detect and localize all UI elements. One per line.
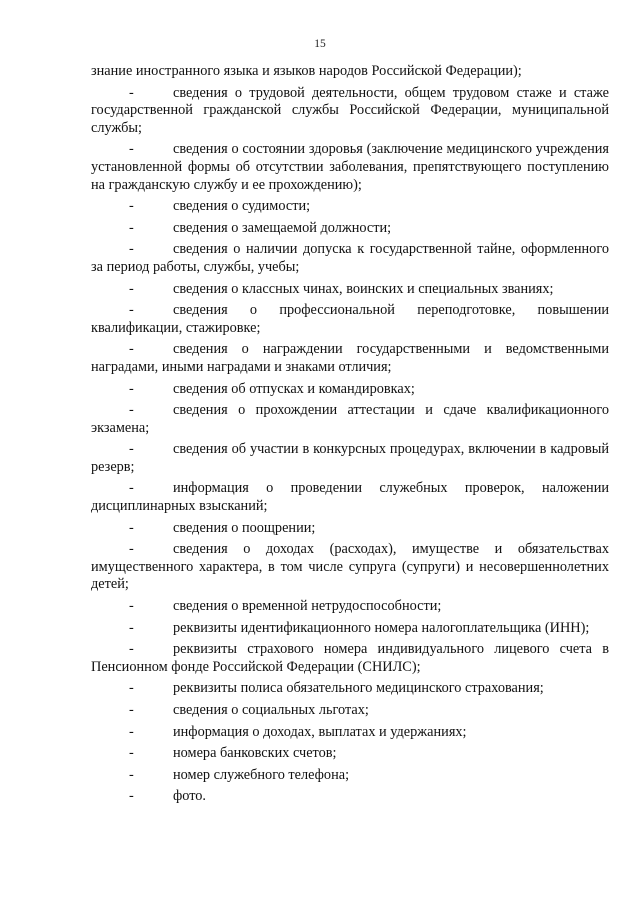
list-item-text: сведения о трудовой деятельности, общем трудовом стаже и стаже государственной гражданской службы Российской Федерации, муниципальной службы; — [91, 84, 609, 136]
list-item-text: сведения о доходах (расходах), имуществе и обязательствах имущественного характера, в том числе супруга (супруги) и несовершеннолетних детей; — [91, 541, 609, 593]
bullet-dash: - — [129, 380, 134, 397]
list-item-text: сведения о прохождении аттестации и сдаче квалификационного экзамена; — [91, 402, 609, 436]
list-item-text: сведения о поощрении; — [173, 519, 316, 536]
list-item — [91, 767, 609, 785]
bullet-dash: - — [129, 519, 134, 536]
list-item-text: номера банковских счетов; — [173, 745, 337, 762]
document-body — [91, 63, 609, 810]
bullet-dash: - — [129, 280, 134, 297]
list-item — [91, 702, 609, 720]
list-item — [91, 381, 609, 399]
bullet-dash: - — [129, 641, 134, 658]
list-item-text: сведения о награждении государственными и ведомственными наградами, иными наградами и знаками отличия; — [91, 341, 609, 375]
list-item — [91, 620, 609, 638]
bullet-dash: - — [129, 541, 134, 558]
list-item-text: сведения о состоянии здоровья (заключение медицинского учреждения установленной формы об отсутствии заболевания, препятствующего поступлению на гражданскую службу и ее прохождению); — [91, 141, 609, 193]
data-list — [91, 85, 609, 806]
list-item-text: реквизиты страхового номера индивидуального лицевого счета в Пенсионном фонде Российской Федерации (СНИЛС); — [91, 641, 609, 675]
list-item — [91, 480, 609, 515]
list-item-text: сведения об участии в конкурсных процедурах, включении в кадровый резерв; — [91, 441, 609, 475]
bullet-dash: - — [129, 341, 134, 358]
list-item-text: реквизиты идентификационного номера налогоплательщика (ИНН); — [173, 619, 590, 636]
list-item-text: информация о проведении служебных проверок, наложении дисциплинарных взысканий; — [91, 480, 609, 515]
bullet-dash: - — [129, 141, 134, 158]
list-item — [91, 281, 609, 299]
bullet-dash: - — [129, 441, 134, 458]
list-item — [91, 198, 609, 216]
list-item-text: сведения о замещаемой должности; — [173, 219, 392, 236]
list-item — [91, 724, 609, 742]
page-number: 15 — [314, 38, 326, 50]
list-item — [91, 302, 609, 337]
bullet-dash: - — [129, 480, 134, 497]
list-item — [91, 520, 609, 538]
bullet-dash: - — [129, 745, 134, 762]
bullet-dash: - — [129, 241, 134, 258]
list-item — [91, 541, 609, 594]
list-item — [91, 85, 609, 138]
list-item-text: информация о доходах, выплатах и удержаниях; — [173, 723, 467, 740]
list-item-text: фото. — [173, 788, 207, 805]
bullet-dash: - — [129, 302, 134, 319]
list-item — [91, 441, 609, 476]
list-item-text: сведения о профессиональной переподготовке, повышении квалификации, стажировке; — [91, 302, 609, 336]
list-item-text: сведения о социальных льготах; — [173, 702, 369, 718]
bullet-dash: - — [129, 766, 134, 783]
list-item-text: сведения о классных чинах, воинских и специальных званиях; — [173, 280, 554, 297]
bullet-dash: - — [129, 598, 134, 615]
list-item — [91, 641, 609, 676]
list-item — [91, 220, 609, 238]
bullet-dash: - — [129, 219, 134, 236]
list-item — [91, 341, 609, 376]
bullet-dash: - — [129, 84, 134, 101]
list-item — [91, 241, 609, 276]
list-item — [91, 680, 609, 698]
continuation-line: знание иностранного языка и языков народов Российской Федерации); — [91, 63, 522, 79]
bullet-dash: - — [129, 619, 134, 636]
list-item — [91, 598, 609, 616]
bullet-dash: - — [129, 402, 134, 419]
list-item-text: сведения об отпусках и командировках; — [173, 380, 415, 397]
bullet-dash: - — [129, 723, 134, 740]
bullet-dash: - — [129, 198, 134, 215]
list-item-text: сведения о наличии допуска к государственной тайне, оформленного за период работы, службы, учебы; — [91, 241, 609, 275]
list-item-text: номер служебного телефона; — [173, 766, 350, 783]
list-item — [91, 141, 609, 194]
list-item-text: сведения о временной нетрудоспособности; — [173, 598, 442, 615]
bullet-dash: - — [129, 788, 134, 805]
list-item — [91, 745, 609, 763]
list-item-text: сведения о судимости; — [173, 198, 311, 215]
list-item-text: реквизиты полиса обязательного медицинского страхования; — [173, 680, 544, 697]
list-item — [91, 402, 609, 437]
bullet-dash: - — [129, 680, 134, 697]
list-item — [91, 788, 609, 806]
bullet-dash: - — [129, 702, 134, 718]
